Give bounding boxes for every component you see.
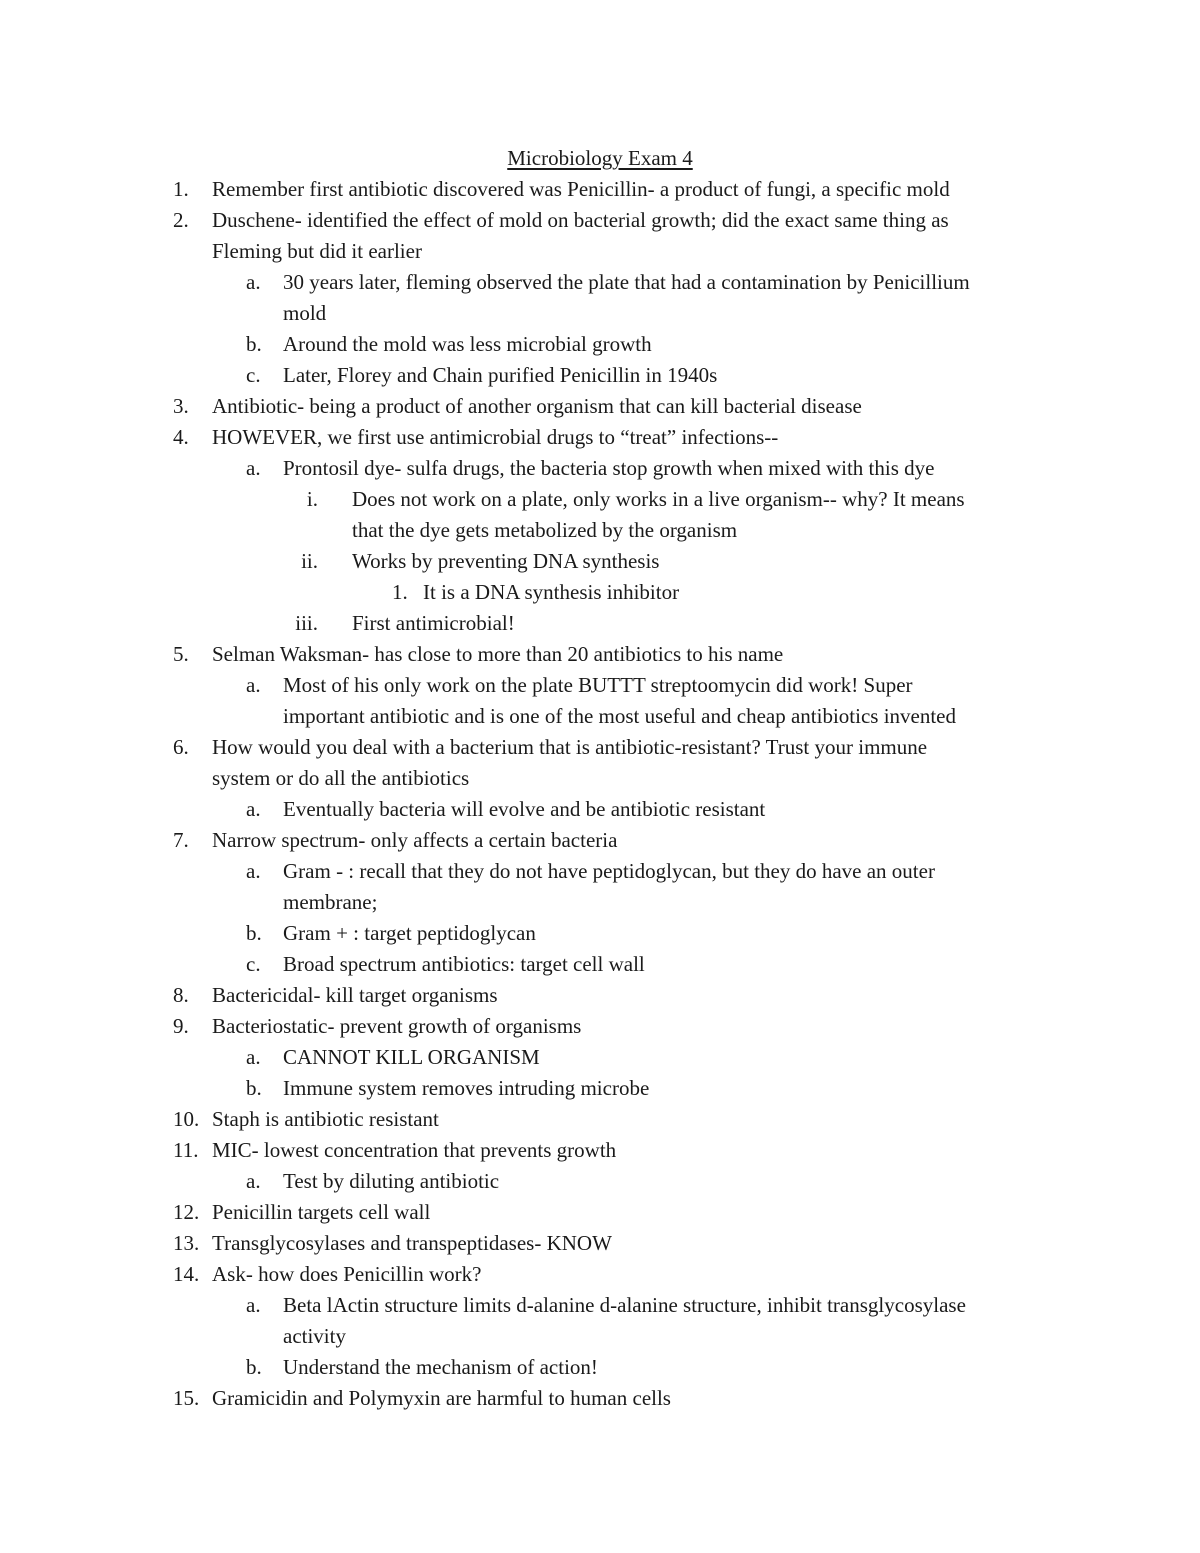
list-item-text: MIC- lowest concentration that prevents growth [212,1138,617,1162]
list-marker: 10. [173,1107,200,1131]
list-item-text: Test by diluting antibiotic [283,1169,500,1193]
list-marker: 14. [173,1262,200,1286]
outline-item-level-1 [0,825,1200,856]
list-item-text: Beta lActin structure limits d-alanine d-alanine structure, inhibit transglycosylase [283,1293,966,1317]
list-item-text: 30 years later, fleming observed the plate that had a contamination by Penicillium [283,270,970,294]
list-marker: a. [246,797,261,821]
list-marker: a. [246,270,261,294]
list-marker: a. [246,1169,261,1193]
list-item-text: HOWEVER, we first use antimicrobial drugs to “treat” infections-- [212,425,779,449]
outline-item-level-2 [0,1073,1200,1104]
list-marker: 7. [173,828,189,852]
list-item-text: How would you deal with a bacterium that is antibiotic-resistant? Trust your immune [212,735,928,759]
list-marker: a. [246,859,261,883]
outline-item-level-1 [0,391,1200,422]
list-marker: a. [246,1045,261,1069]
list-marker: 1. [173,177,189,201]
list-item-text: system or do all the antibiotics [212,766,470,790]
list-marker: a. [246,673,261,697]
outline-item-level-1 [0,1197,1200,1228]
outline-item-level-1 [0,1135,1200,1166]
outline-item-level-1 [0,980,1200,1011]
list-item-text: membrane; [283,890,378,914]
list-marker: 13. [173,1231,200,1255]
list-item-text: activity [283,1324,346,1348]
list-item-text: Around the mold was less microbial growth [283,332,652,356]
list-item-text: It is a DNA synthesis inhibitor [423,580,680,604]
list-marker: b. [246,921,262,945]
list-item-text: Most of his only work on the plate BUTTT streptoomycin did work! Super [283,673,913,697]
list-item-text: Selman Waksman- has close to more than 20 antibiotics to his name [212,642,784,666]
list-marker: a. [246,1293,261,1317]
list-item-text: Antibiotic- being a product of another organism that can kill bacterial disease [212,394,862,418]
outline-item-level-2 [0,329,1200,360]
page-title: Microbiology Exam 4 [507,146,693,170]
list-item-text: Eventually bacteria will evolve and be antibiotic resistant [283,797,766,821]
list-item-text: Remember first antibiotic discovered was Penicillin- a product of fungi, a specific mold [212,177,950,201]
outline-item-level-1 [0,1011,1200,1042]
outline-item-level-2 [0,794,1200,825]
list-item-text: Understand the mechanism of action! [283,1355,598,1379]
list-item-text: mold [283,301,327,325]
list-item-text: Immune system removes intruding microbe [283,1076,650,1100]
outline-item-level-1 [0,1383,1200,1414]
list-marker: 9. [173,1014,189,1038]
list-marker: 15. [173,1386,200,1410]
list-item-text: Staph is antibiotic resistant [212,1107,439,1131]
outline-item-level-1 [0,422,1200,453]
list-marker: i. [306,487,318,511]
list-marker: 3. [173,394,189,418]
list-item-text: Transglycosylases and transpeptidases- KNOW [212,1231,612,1255]
list-marker: 5. [173,642,189,666]
list-item-text: that the dye gets metabolized by the organism [352,518,738,542]
list-marker: ii. [301,549,318,573]
outline-item-level-1 [0,732,1200,794]
list-item-text: Gram + : target peptidoglycan [283,921,536,945]
outline-item-level-4 [0,577,1200,608]
outline-item-level-2 [0,1290,1200,1352]
outline-item-level-2 [0,918,1200,949]
list-marker: b. [246,332,262,356]
outline-item-level-1 [0,1259,1200,1290]
list-marker: 12. [173,1200,200,1224]
list-marker: 11. [173,1138,199,1162]
outline-item-level-1 [0,174,1200,205]
list-marker: c. [246,952,261,976]
list-marker: 4. [173,425,189,449]
outline-item-level-1 [0,1104,1200,1135]
outline-item-level-2 [0,1166,1200,1197]
list-marker: 2. [173,208,189,232]
outline-item-level-2 [0,360,1200,391]
outline-item-level-2 [0,1042,1200,1073]
list-marker: 1. [392,580,408,604]
list-item-text: Duschene- identified the effect of mold on bacterial growth; did the exact same thing as [212,208,949,232]
outline-item-level-1 [0,205,1200,267]
list-item-text: Gramicidin and Polymyxin are harmful to human cells [212,1386,671,1410]
list-item-text: CANNOT KILL ORGANISM [283,1045,540,1069]
list-item-text: Works by preventing DNA synthesis [352,549,660,573]
list-item-text: Later, Florey and Chain purified Penicillin in 1940s [283,363,718,387]
list-item-text: Broad spectrum antibiotics: target cell wall [283,952,645,976]
list-item-text: Gram - : recall that they do not have peptidoglycan, but they do have an outer [283,859,935,883]
outline-list [0,174,1200,1414]
list-item-text: Narrow spectrum- only affects a certain bacteria [212,828,618,852]
outline-item-level-1 [0,639,1200,670]
list-item-text: First antimicrobial! [352,611,515,635]
outline-item-level-2 [0,949,1200,980]
list-item-text: Ask- how does Penicillin work? [212,1262,482,1286]
list-item-text: Prontosil dye- sulfa drugs, the bacteria stop growth when mixed with this dye [283,456,935,480]
outline-item-level-2 [0,856,1200,918]
outline-item-level-3 [0,484,1200,546]
outline-item-level-2 [0,267,1200,329]
list-marker: b. [246,1355,262,1379]
outline-item-level-2 [0,453,1200,484]
list-marker: 8. [173,983,189,1007]
list-marker: c. [246,363,261,387]
list-item-text: Penicillin targets cell wall [212,1200,431,1224]
list-marker: b. [246,1076,262,1100]
outline-item-level-3 [0,546,1200,577]
list-item-text: important antibiotic and is one of the most useful and cheap antibiotics invented [283,704,957,728]
list-marker: iii. [295,611,318,635]
list-item-text: Does not work on a plate, only works in a live organism-- why? It means [352,487,965,511]
list-item-text: Bactericidal- kill target organisms [212,983,498,1007]
outline-item-level-1 [0,1228,1200,1259]
outline-item-level-2 [0,670,1200,732]
list-item-text: Fleming but did it earlier [212,239,422,263]
list-marker: 6. [173,735,189,759]
outline-item-level-2 [0,1352,1200,1383]
outline-item-level-3 [0,608,1200,639]
list-item-text: Bacteriostatic- prevent growth of organisms [212,1014,582,1038]
list-marker: a. [246,456,261,480]
